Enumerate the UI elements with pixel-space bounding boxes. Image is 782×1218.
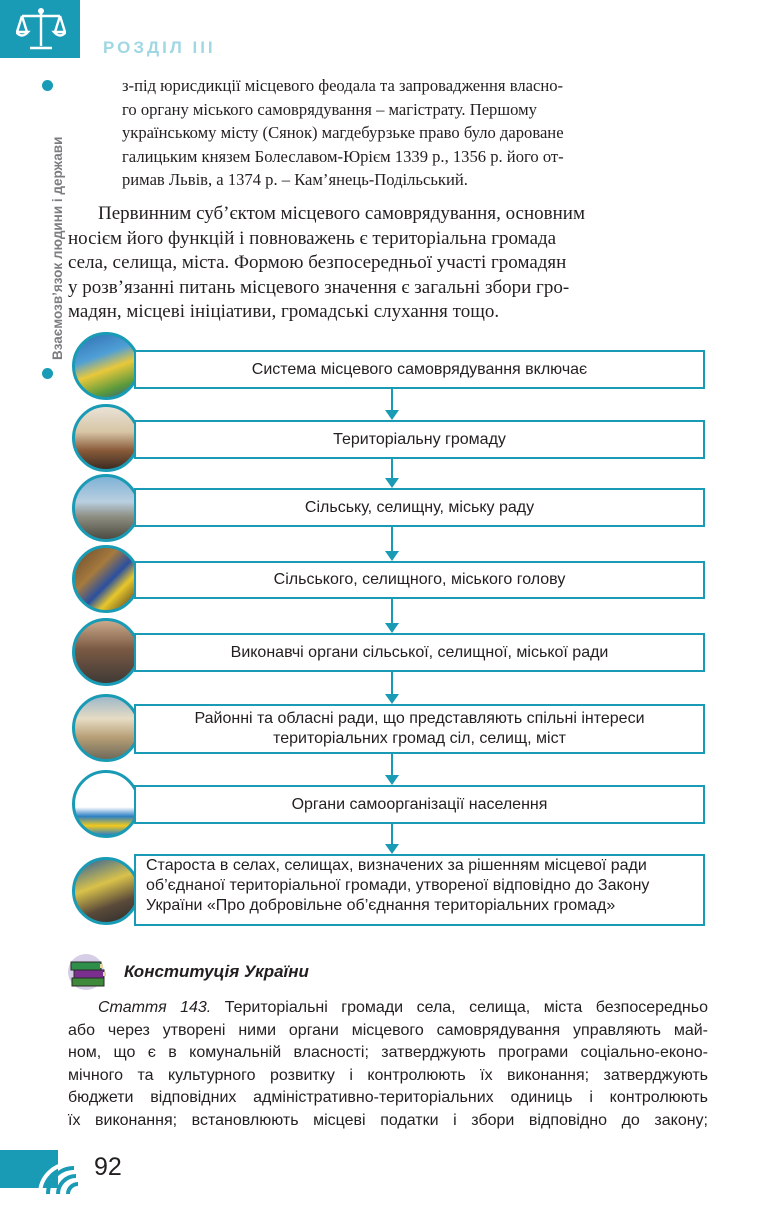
flow-box-head xyxy=(134,561,705,599)
constitution-title: Конституція України xyxy=(124,962,309,981)
flow-arrow xyxy=(385,824,399,854)
sidebar-label: Взаємозв’язок людини і держави xyxy=(50,136,65,360)
flow-arrow xyxy=(385,754,399,785)
flow-arrow xyxy=(385,389,399,420)
flow-box-text: Районні та обласні ради, що представляють спільні інтереси xyxy=(194,710,645,727)
flow-box-self-organization xyxy=(134,785,705,824)
flow-box-executive xyxy=(134,633,705,672)
self-organization-logo-circle xyxy=(72,770,140,838)
quote-line: го органу міського самоврядування – магістрату. Першому xyxy=(122,99,537,119)
article-line: Територіальні громади села, селища, міста безпосередньо xyxy=(224,999,708,1016)
flow-box-text: об’єднаної територіальної громади, утвореної відповідно до Закону xyxy=(146,877,650,894)
quote-line: українському місту (Сянок) магдебурзьке право було дароване xyxy=(122,123,564,143)
regional-council-photo-circle xyxy=(72,694,140,762)
flow-box-text: Органи самоорганізації населення xyxy=(291,795,548,813)
flow-box-council xyxy=(134,488,705,527)
article-line-first xyxy=(68,997,708,1020)
article-line: їх виконання; встановлюють місцеві податки і збори відповідно до закону; xyxy=(68,1111,708,1129)
quote-line: з-під юрисдикції місцевого феодала та запровадження власно- xyxy=(122,76,564,95)
constitution-article xyxy=(68,997,708,1133)
flow-box-text: Виконавчі органи сільської, селищної, міської ради xyxy=(230,643,609,661)
flow-box-starosta xyxy=(134,854,705,926)
article-number: Стаття 143. xyxy=(98,999,212,1016)
flow-box-text: Сільську, селищну, міську раду xyxy=(304,498,535,516)
map-photo-circle xyxy=(72,332,140,400)
flow-box-text: територіальних громад сіл, селищ, міст xyxy=(273,730,566,747)
flow-box-system xyxy=(134,350,705,389)
flow-box-text: Сільського, селищного, міського голову xyxy=(273,571,566,588)
flow-box-text: Територіальну громаду xyxy=(333,430,506,448)
article-line: мічного та культурного розвитку і контролюють їх виконання; затверджують xyxy=(68,1066,708,1084)
main-line: носієм його функцій і повноважень є територіальна громада xyxy=(68,227,557,249)
starosta-photo-circle xyxy=(72,857,140,925)
main-line: у розв’язанні питань місцевого значення є загальні збори гро- xyxy=(68,276,570,298)
flow-arrow xyxy=(385,672,399,704)
quote-line: галицьким князем Болеславом-Юрієм 1339 р., 1356 р. його от- xyxy=(122,146,564,166)
flow-box-regional xyxy=(134,704,705,754)
council-building-photo-circle xyxy=(72,474,140,542)
page-arcs-icon xyxy=(30,1144,84,1194)
books-icon xyxy=(66,952,112,992)
section-title: РОЗДІЛ III xyxy=(103,38,216,57)
article-line: або через утворені ними органи місцевого самоврядування управляють май- xyxy=(68,1021,708,1039)
flow-box-text: Староста в селах, селищах, визначених за рішенням місцевої ради xyxy=(146,857,647,874)
main-line: села, селища, міста. Формою безпосередньої участі громадян xyxy=(68,252,567,274)
mayor-photo-circle xyxy=(72,545,140,613)
main-line: Первинним суб’єктом місцевого самоврядування, основним xyxy=(98,203,585,224)
flow-arrow xyxy=(385,599,399,633)
quote-line: римав Львів, а 1374 р. – Кам’янець-Подільський. xyxy=(122,170,468,190)
executive-bodies-photo-circle xyxy=(72,618,140,686)
main-line: мадян, місцеві ініціативи, громадські слухання тощо. xyxy=(68,301,500,323)
community-photo-circle xyxy=(72,404,140,472)
article-line: бюджети відповідних адміністративно-територіальних одиниць і контролюють xyxy=(68,1089,708,1107)
flow-box-text: України «Про добровільне об’єднання територіальних громад» xyxy=(146,897,616,914)
page-number: 92 xyxy=(94,1153,122,1181)
flow-box-community xyxy=(134,420,705,459)
article-line: ном, що є в комунальній власності; затверджують програми соціально-еконо- xyxy=(68,1044,708,1062)
flow-box-text: Система місцевого самоврядування включає xyxy=(251,360,588,378)
flow-arrow xyxy=(385,459,399,488)
flow-arrow xyxy=(385,527,399,561)
